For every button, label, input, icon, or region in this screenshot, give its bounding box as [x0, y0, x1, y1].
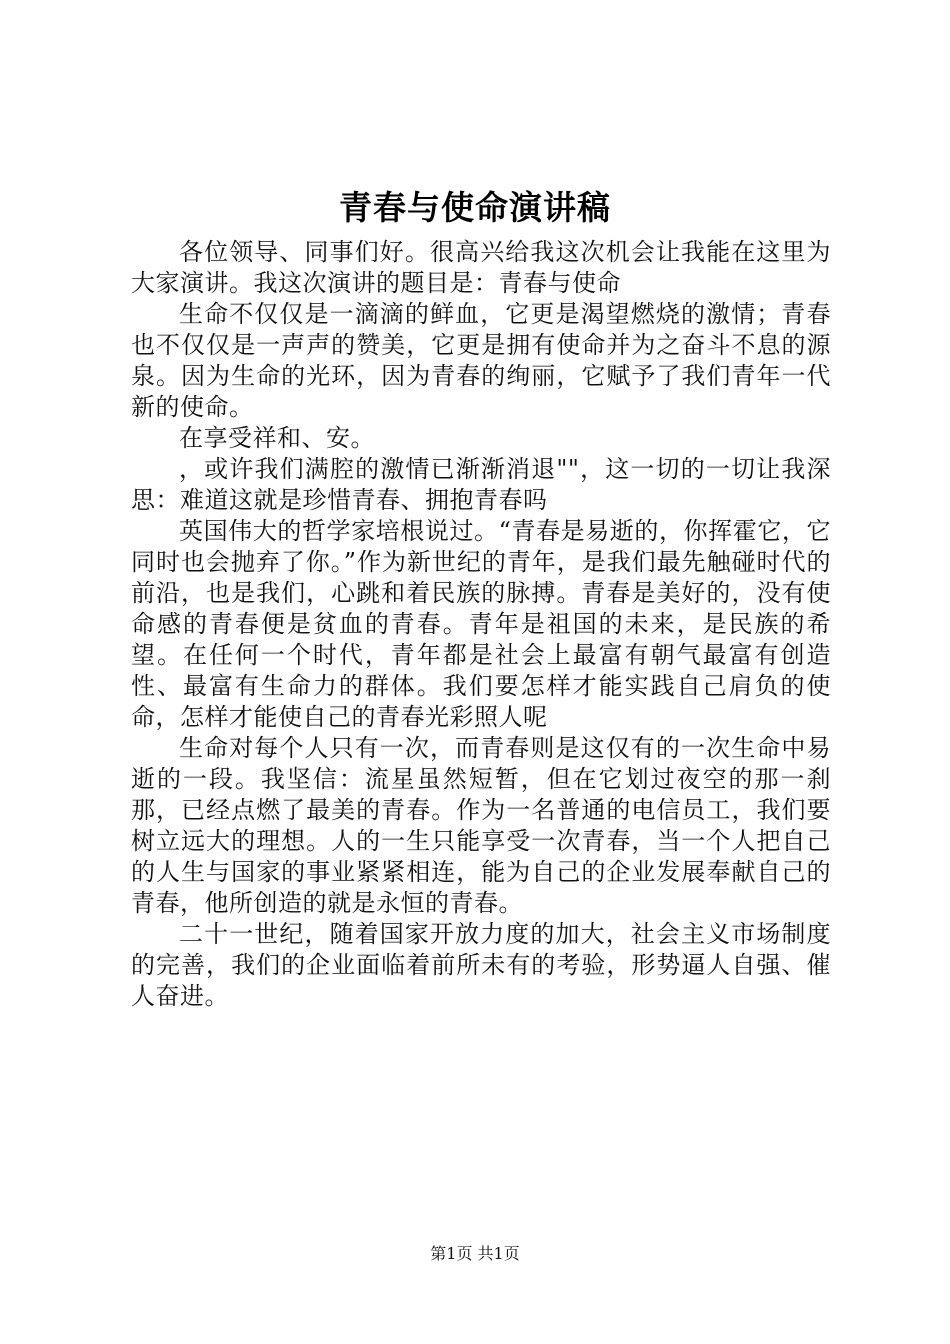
document-title: 青春与使命演讲稿	[339, 188, 611, 227]
paragraph-peace: 在享受祥和、安。	[179, 424, 375, 452]
paragraph-life-and-youth: 生命不仅仅是一滴滴的鲜血，它更是渴望燃烧的激情；青春也不仅仅是一声声的赞美，它更是拥有使命并为之奋斗不息的源泉。因为生命的光环，因为青春的绚丽，它赋予了我们青年一代新的使命。	[131, 300, 831, 421]
document-body	[131, 237, 831, 1012]
paragraph-reflection: ，或许我们满腔的激情已渐渐消退""，这一切的一切让我深思：难道这就是珍惜青春、拥抱青春吗	[131, 455, 831, 514]
paragraph-greeting: 各位领导、同事们好。很高兴给我这次机会让我能在这里为大家演讲。我这次演讲的题目是：青春与使命	[131, 238, 831, 297]
paragraph-once-in-life: 生命对每个人只有一次，而青春则是这仅有的一次生命中易逝的一段。我坚信：流星虽然短暂，但在它划过夜空的那一刹那，已经点燃了最美的青春。作为一名普通的电信员工，我们要树立远大的理想。人的一生只能享受一次青春，当一个人把自己的人生与国家的事业紧紧相连，能为自己的企业发展奉献自己的青春，他所创造的就是永恒的青春。	[131, 734, 831, 917]
page-footer: 第1页 共1页	[430, 1244, 520, 1263]
paragraph-21st-century: 二十一世纪，随着国家开放力度的加大，社会主义市场制度的完善，我们的企业面临着前所未有的考验，形势逼人自强、催人奋进。	[131, 920, 831, 1010]
paragraph-bacon-quote: 英国伟大的哲学家培根说过。“青春是易逝的，你挥霍它，它同时也会抛弃了你。”作为新世纪的青年，是我们最先触碰时代的前沿，也是我们，心跳和着民族的脉搏。青春是美好的，没有使命感的青春便是贫血的青春。青年是祖国的未来，是民族的希望。在任何一个时代，青年都是社会上最富有朝气最富有创造性、最富有生命力的群体。我们要怎样才能实践自己肩负的使命，怎样才能使自己的青春光彩照人呢	[131, 517, 831, 731]
